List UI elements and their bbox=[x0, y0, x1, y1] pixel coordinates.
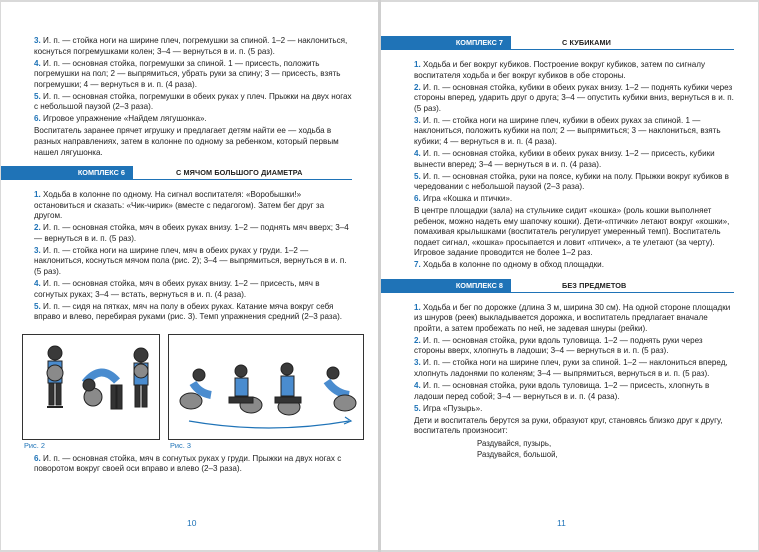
list-item bbox=[34, 302, 352, 323]
page-number: 11 bbox=[557, 518, 566, 528]
item-text: Ходьба и бег вокруг кубиков. Построение вокруг кубиков, затем по сигналу воспитателя ходьба и бег вокруг кубиков в обе стороны. bbox=[414, 60, 706, 80]
item-number: 3. bbox=[34, 36, 41, 45]
list-item bbox=[414, 116, 734, 148]
list-item bbox=[34, 190, 352, 222]
item-text: И. п. — основная стойка, погремушки за спиной. 1 — присесть, положить погремушки на пол; 2 — выпрямиться, убрать руки за спину; 3 — присесть, взять погремушки; 4 — вернуться в и. п. (4 раза). bbox=[34, 58, 341, 89]
item-text: И. п. — стойка ноги на ширине плеч, погремушки за спиной. 1–2 — наклониться, коснуться погремушками колен; 3–4 — вернуться в и. п. (5 раз). bbox=[34, 36, 348, 56]
poem bbox=[477, 438, 734, 460]
page-number: 10 bbox=[187, 518, 197, 528]
item-number: 6. bbox=[34, 114, 41, 124]
item-text: И. п. — основная стойка, руки на поясе, кубики на полу. Прыжки вокруг кубиков в чередовании с небольшой паузой (2–3 раза). bbox=[414, 171, 729, 192]
item-text: И. п. — основная стойка, мяч в согнутых руках у груди. Прыжки на двух ногах с поворотом вокруг своей оси вправо и влево (2–3 раза). bbox=[34, 453, 342, 474]
left-page bbox=[1, 2, 378, 550]
complex-tab: КОМПЛЕКС 6 bbox=[1, 166, 133, 180]
figure-2-caption: Рис. 2 bbox=[24, 440, 45, 450]
list-item bbox=[414, 260, 734, 271]
list-item bbox=[414, 194, 734, 205]
item-number: 2. bbox=[414, 82, 421, 92]
list-item bbox=[34, 92, 352, 113]
item-text: И. п. — основная стойка, руки вдоль туловища. 1–2 — присесть, хлопнуть в ладоши перед собой; 3–4 — вернуться в и. п. (4 раза). bbox=[414, 380, 710, 401]
list-item bbox=[34, 36, 352, 57]
figures-row bbox=[22, 334, 364, 452]
item-text: И. п. — сидя на пятках, мяч на полу в обеих руках. Катание мяча вокруг себя вправо и влево, перебирая руками (рис. 3). Темп упражнения средний (2–3 раза). bbox=[34, 301, 343, 322]
item-number: 3. bbox=[414, 115, 421, 125]
item-number: 1. bbox=[34, 190, 41, 200]
item-number: 4. bbox=[34, 58, 41, 68]
item-number: 5. bbox=[34, 91, 41, 101]
poem-line: Раздувайся, пузырь, bbox=[477, 438, 552, 448]
paragraph: Дети и воспитатель берутся за руки, образуют круг, становясь близко друг к другу, воспитатель произносит: bbox=[414, 415, 723, 436]
paragraph: Воспитатель заранее прячет игрушку и предлагает детям найти ее — ходьба в разных направлениях, затем в колонне по одному за ребенком, который первым нашел лягушонка. bbox=[34, 126, 339, 157]
item-number: 2. bbox=[34, 223, 41, 233]
item-text: Ходьба в колонне по одному. На сигнал воспитателя: «Воробышки!» остановиться и сказать: «Чик-чирик» (вместе с педагогом). Затем бег друг за другом. bbox=[34, 190, 325, 221]
item-text: Игра «Пузырь». bbox=[423, 403, 483, 413]
complex-7-header bbox=[414, 36, 734, 50]
item-text: И. п. — стойка ноги на ширине плеч, руки за спиной. 1–2 — наклониться вперед, хлопнуть ладонями по коленям; 3–4 — выпрямиться, вернуться в и. п. (5 раз). bbox=[414, 358, 728, 378]
list-item bbox=[414, 83, 734, 115]
list-item bbox=[414, 172, 734, 193]
item-text: Ходьба в колонне по одному в обход площадки. bbox=[423, 260, 604, 270]
item-number: 5. bbox=[414, 171, 421, 181]
item-number: 3. bbox=[414, 358, 421, 368]
item-number: 1. bbox=[414, 302, 421, 312]
item-text: И. п. — основная стойка, кубики в обеих руках внизу. 1–2 — поднять кубики через стороны вперед, ударить друг о друга; 3–4 — опустить кубики вниз, вернуться в и. п. (5 раз). bbox=[414, 82, 734, 113]
item-text: И. п. — стойка ноги на ширине плеч, мяч в обеих руках у груди. 1–2 — наклониться, коснуться мячом пола (рис. 2); 3–4 — выпрямиться, вернуться в и. п. (5 раз). bbox=[34, 245, 347, 277]
item-text: Ходьба и бег по дорожке (длина 3 м, ширина 30 см). На одной стороне площадки из шнуров (реек) выкладывается дорожка, и воспитатель предлагает вначале пройти, а затем пробежать по ней, не задевая шнуры (рейки). bbox=[414, 302, 731, 333]
figure-2-illustration bbox=[23, 335, 159, 439]
complex-tab: КОМПЛЕКС 8 bbox=[381, 279, 511, 293]
left-content bbox=[24, 36, 352, 476]
header-rule bbox=[511, 292, 734, 293]
item-number: 4. bbox=[34, 279, 41, 289]
list-item bbox=[414, 149, 734, 170]
complex-6-header bbox=[34, 166, 352, 180]
complex-title: С МЯЧОМ БОЛЬШОГО ДИАМЕТРА bbox=[176, 168, 303, 178]
complex-8-header bbox=[414, 279, 734, 293]
list-item bbox=[414, 60, 734, 81]
header-rule bbox=[511, 49, 734, 50]
list-item bbox=[34, 279, 352, 300]
item-text: И. п. — стойка ноги на ширине плеч, кубики в обеих руках за спиной. 1 — наклониться, положить кубики на пол; 2 — выпрямиться; 3 — наклониться, взять кубики; 4 — вернуться в и. п. (4 раза). bbox=[414, 115, 721, 146]
header-rule bbox=[133, 179, 352, 180]
list-item bbox=[414, 381, 734, 402]
item-number: 5. bbox=[414, 403, 421, 413]
complex-title: БЕЗ ПРЕДМЕТОВ bbox=[562, 280, 627, 290]
right-content bbox=[414, 36, 734, 460]
paragraph: В центре площадки (зала) на стульчике сидит «кошка» (роль кошки выполняет ребенок, можно надеть ему шапочку кошки). Дети-«птички» летают вокруг «кошки», помахивая крылышками (воспитатель регулирует умеренный темп). Воспитатель подает сигнал, «кошка» просыпается и ловит «птичек», а те улетают (за черту). Игровое задание проводится не более 1–2 раз. bbox=[414, 206, 730, 258]
item-number: 7. bbox=[414, 260, 421, 270]
list-item bbox=[34, 246, 352, 278]
figure-2 bbox=[22, 334, 160, 440]
item-number: 1. bbox=[414, 60, 421, 69]
item-text: И. п. — основная стойка, руки вдоль туловища. 1–2 — поднять руки через стороны вверх, хлопнуть в ладоши; 3–4 — вернуться в и. п. (5 раз). bbox=[414, 335, 703, 356]
figure-3-caption: Рис. 3 bbox=[170, 440, 191, 450]
item-number: 6. bbox=[34, 453, 41, 463]
poem-line: Раздувайся, большой, bbox=[477, 449, 558, 459]
list-item bbox=[414, 336, 734, 357]
figure-3 bbox=[168, 334, 364, 440]
list-item bbox=[34, 223, 352, 244]
list-item bbox=[414, 358, 734, 379]
complex-tab: КОМПЛЕКС 7 bbox=[381, 36, 511, 50]
list-item bbox=[34, 454, 352, 475]
item-number: 5. bbox=[34, 301, 41, 311]
list-item bbox=[34, 114, 352, 125]
list-item bbox=[414, 404, 734, 415]
right-page bbox=[381, 2, 758, 550]
figure-3-illustration bbox=[169, 335, 363, 439]
item-number: 4. bbox=[414, 380, 421, 390]
item-text: И. п. — основная стойка, мяч в обеих руках внизу. 1–2 — присесть, мяч в согнутых руках; 3–4 — встать, вернуться в и. п. (4 раза). bbox=[34, 279, 320, 299]
item-number: 2. bbox=[414, 335, 421, 345]
item-number: 3. bbox=[34, 245, 41, 255]
item-text: Игра «Кошка и птички». bbox=[423, 194, 513, 204]
item-text: Игровое упражнение «Найдем лягушонка». bbox=[43, 114, 207, 124]
list-item bbox=[414, 303, 734, 335]
item-text: И. п. — основная стойка, погремушки в обеих руках у плеч. Прыжки на двух ногах с небольшой паузой (2–3 раза). bbox=[34, 91, 352, 112]
item-text: И. п. — основная стойка, мяч в обеих руках внизу. 1–2 — поднять мяч вверх; 3–4 — вернуться в и. п. (5 раз). bbox=[34, 223, 349, 243]
item-number: 6. bbox=[414, 194, 421, 204]
complex-title: С КУБИКАМИ bbox=[562, 38, 612, 47]
list-item bbox=[34, 59, 352, 91]
item-number: 4. bbox=[414, 148, 421, 158]
item-text: И. п. — основная стойка, кубики в обеих руках внизу. 1–2 — присесть, кубики вынести вперед; 3–4 — вернуться в и. п. (4 раза). bbox=[414, 148, 715, 169]
